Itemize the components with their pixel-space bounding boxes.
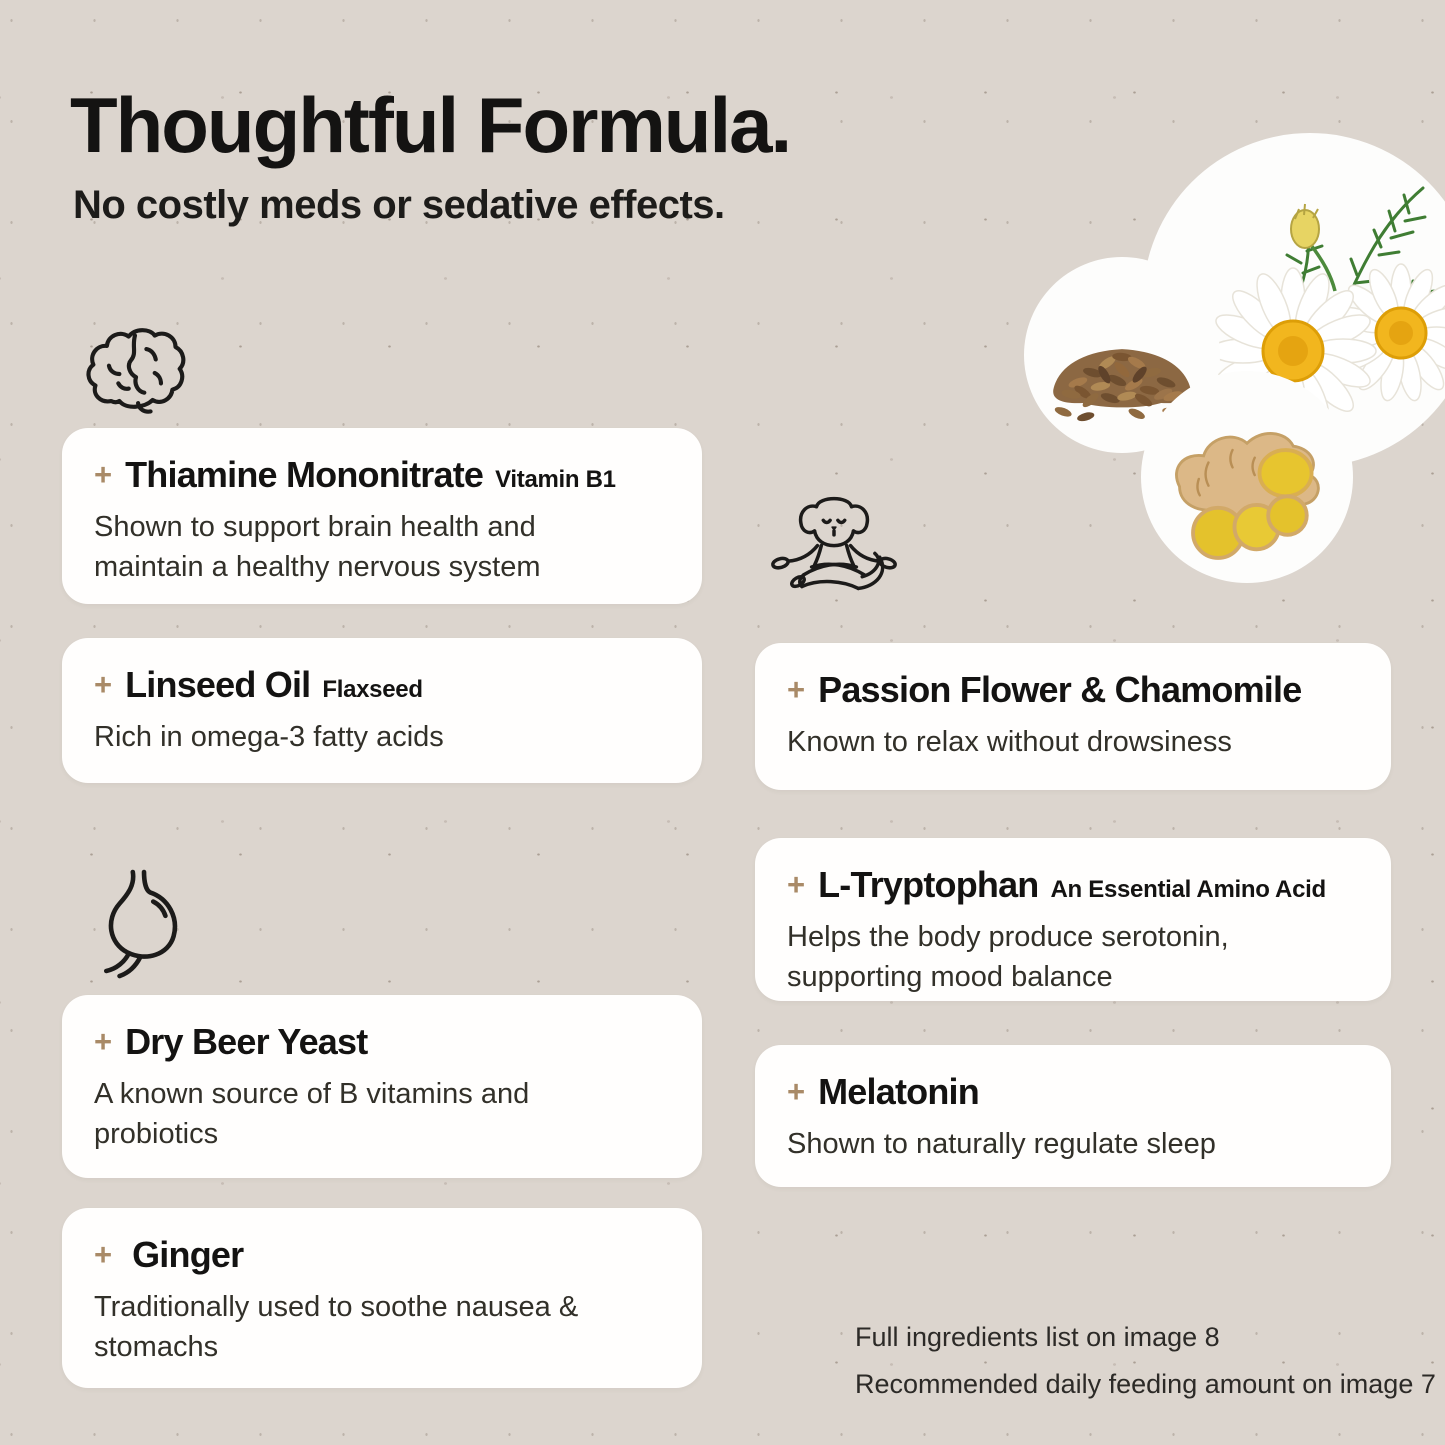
plus-icon: + [94,457,113,492]
card-title-row [94,454,678,496]
plus-icon: + [94,1024,113,1059]
footer-notes [855,1314,1436,1408]
ingredient-description: Traditionally used to soothe nausea & stomachs [94,1291,579,1363]
ingredient-card-melatonin [755,1045,1391,1187]
footer-note-feeding: Recommended daily feeding amount on image 7 [855,1369,1436,1399]
brain-icon-svg [84,326,188,422]
ingredient-description: Rich in omega-3 fatty acids [94,721,444,753]
card-title-row [94,664,678,706]
plus-icon: + [787,867,806,902]
ginger-root-photo [1141,371,1353,583]
ingredient-card-l-tryptophan [755,838,1391,1001]
ingredient-title: Dry Beer Yeast [125,1021,368,1062]
ingredient-card-ginger [62,1208,702,1388]
ingredient-description: Shown to naturally regulate sleep [787,1128,1216,1160]
ingredient-description: Known to relax without drowsiness [787,726,1232,758]
ingredient-subtitle: Vitamin B1 [495,466,616,493]
ingredient-card-linseed-oil [62,638,702,783]
plus-icon: + [787,1074,806,1109]
ingredient-title: Linseed Oil [125,664,311,705]
ingredient-card-thiamine [62,428,702,604]
ingredient-title: Passion Flower & Chamomile [818,669,1302,710]
ingredient-title: Thiamine Mononitrate [125,454,484,495]
plus-icon: + [94,1237,113,1272]
stomach-icon-svg [92,864,194,982]
plus-icon: + [94,667,113,702]
brain-icon [84,326,188,422]
ingredient-card-dry-beer-yeast [62,995,702,1178]
card-title-row [787,669,1367,711]
ingredient-description: A known source of B vitamins and probiotics [94,1078,530,1150]
ingredient-description: Helps the body produce serotonin, supporting mood balance [787,921,1229,993]
page-title: Thoughtful Formula. [70,81,791,169]
ingredient-subtitle: Flaxseed [322,676,423,703]
card-title-row [787,864,1367,906]
card-title-row [94,1021,678,1063]
ingredient-card-passion-flower-chamomile [755,643,1391,790]
ingredient-title: L-Tryptophan [818,864,1039,905]
page-subtitle: No costly meds or sedative effects. [73,183,725,227]
stomach-icon [92,864,194,982]
ingredient-subtitle: An Essential Amino Acid [1050,876,1326,903]
meditating-dog-icon [761,482,907,616]
card-title-row [787,1071,1367,1113]
ginger-illustration [1141,371,1353,583]
footer-note-ingredients: Full ingredients list on image 8 [855,1322,1220,1352]
meditating-dog-icon-svg [761,482,907,616]
ingredient-title: Melatonin [818,1071,979,1112]
ingredient-description: Shown to support brain health and maintain a healthy nervous system [94,511,541,583]
ingredient-title: Ginger [132,1234,244,1275]
plus-icon: + [787,672,806,707]
card-title-row [94,1234,678,1276]
